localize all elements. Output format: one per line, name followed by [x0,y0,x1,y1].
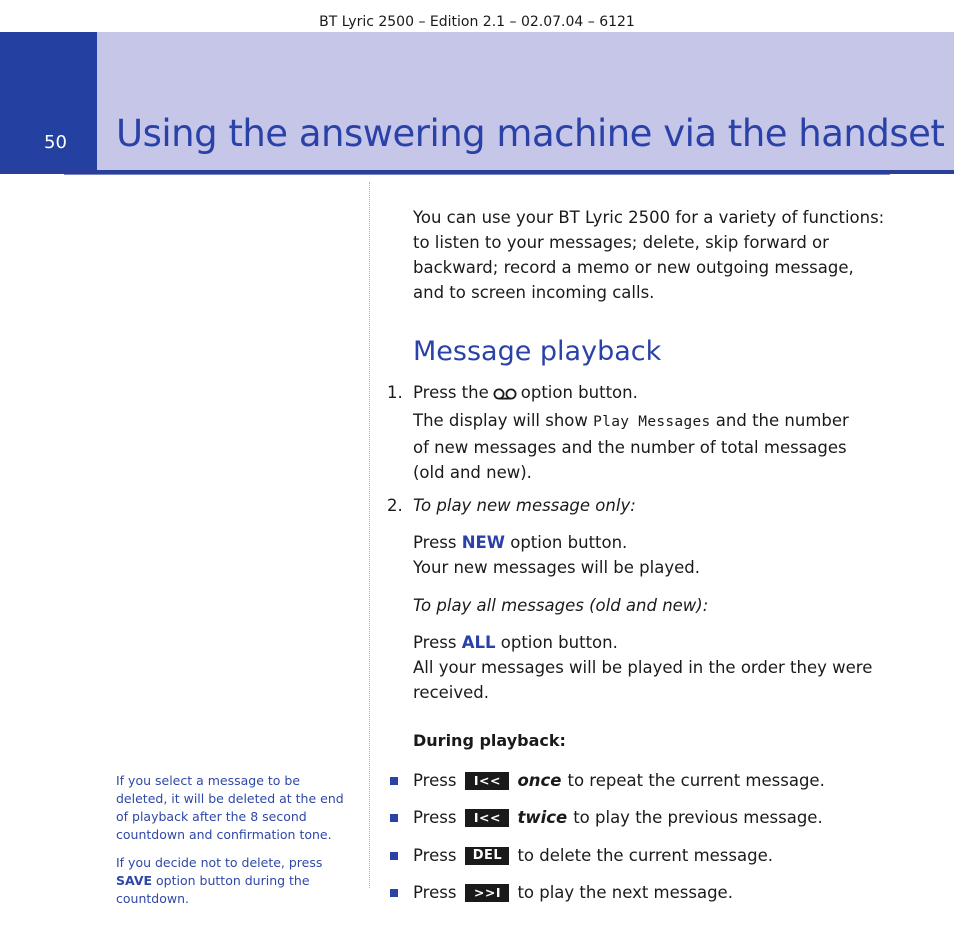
skip-forward-key: >>I [465,884,509,902]
playback-emph: twice [517,808,568,827]
step-1-line2 [413,408,903,435]
step-1-display-suffix: and the number [715,411,849,430]
during-playback-heading: During playback: [413,731,566,750]
step-2-new-after: option button. [510,533,628,552]
intro-line: and to screen incoming calls. [413,283,655,302]
step-2-all-heading: To play all messages (old and new): [413,596,709,615]
header-rule-thin [64,174,890,175]
step-2-new-press: Press [413,533,457,552]
step-2-all-result: received. [413,683,490,702]
step-1 [413,380,903,485]
step-2-all-after: option button. [500,633,618,652]
playback-press: Press [413,771,457,790]
sidenote-save-key: SAVE [116,873,153,888]
step-2-all-result: All your messages will be played in the order they were [413,658,873,677]
step-2-all [413,630,903,705]
step-2-new-result: Your new messages will be played. [413,558,700,577]
step-1-line4: (old and new). [413,463,532,482]
playback-item [413,843,773,868]
playback-text: to delete the current message. [517,846,773,865]
playback-text: to repeat the current message. [567,771,825,790]
playback-item [413,805,823,830]
skip-back-key: I<< [465,772,509,790]
playback-emph: once [517,771,562,790]
section-heading: Message playback [413,336,662,367]
intro-line: backward; record a memo or new outgoing message, [413,258,854,277]
step-1-press: Press the [413,383,489,402]
answer-machine-tape-icon [493,383,517,408]
playback-text: to play the previous message. [573,808,823,827]
step-1-number: 1. [387,383,403,402]
playback-item [413,768,825,793]
step-1-display-prefix: The display will show [413,411,588,430]
column-divider [369,182,370,888]
bullet-square [390,852,398,860]
intro-line: You can use your BT Lyric 2500 for a variety of functions: [413,208,885,227]
intro-line: to listen to your messages; delete, skip forward or [413,233,829,252]
sidenote-delete-info: If you select a message to be deleted, it will be deleted at the end of playback after the 8 second countdown and confirmation tone. [116,773,344,842]
skip-back-key: I<< [465,809,509,827]
step-2-new-heading: To play new message only: [413,496,636,515]
step-2-new-line [413,530,903,555]
playback-press: Press [413,846,457,865]
bullet-square [390,814,398,822]
playback-press: Press [413,883,457,902]
sidenote-save-info [116,854,350,908]
page-title: Using the answering machine via the handset [116,112,945,155]
step-2-all-line [413,630,903,655]
step-1-line3: of new messages and the number of total messages [413,438,847,457]
bullet-square [390,889,398,897]
running-head: BT Lyric 2500 – Edition 2.1 – 02.07.04 – 6121 [319,14,635,30]
step-2-all-press: Press [413,633,457,652]
playback-text: to play the next message. [517,883,733,902]
bullet-square [390,777,398,785]
playback-item [413,880,733,905]
playback-press: Press [413,808,457,827]
step-1-line1 [413,380,903,408]
step-2-new [413,530,903,580]
sidenote-save-before: If you decide not to delete, press [116,855,323,870]
step-2-number: 2. [387,496,403,515]
page-number: 50 [44,132,67,153]
step-1-after-icon: option button. [520,383,638,402]
display-text-play-messages: Play Messages [593,414,711,430]
sidenote-save-after: option button during the countdown. [116,873,310,906]
new-option-key: NEW [461,533,505,552]
intro-paragraph [413,205,903,305]
delete-key: DEL [465,847,509,865]
all-option-key: ALL [461,633,496,652]
